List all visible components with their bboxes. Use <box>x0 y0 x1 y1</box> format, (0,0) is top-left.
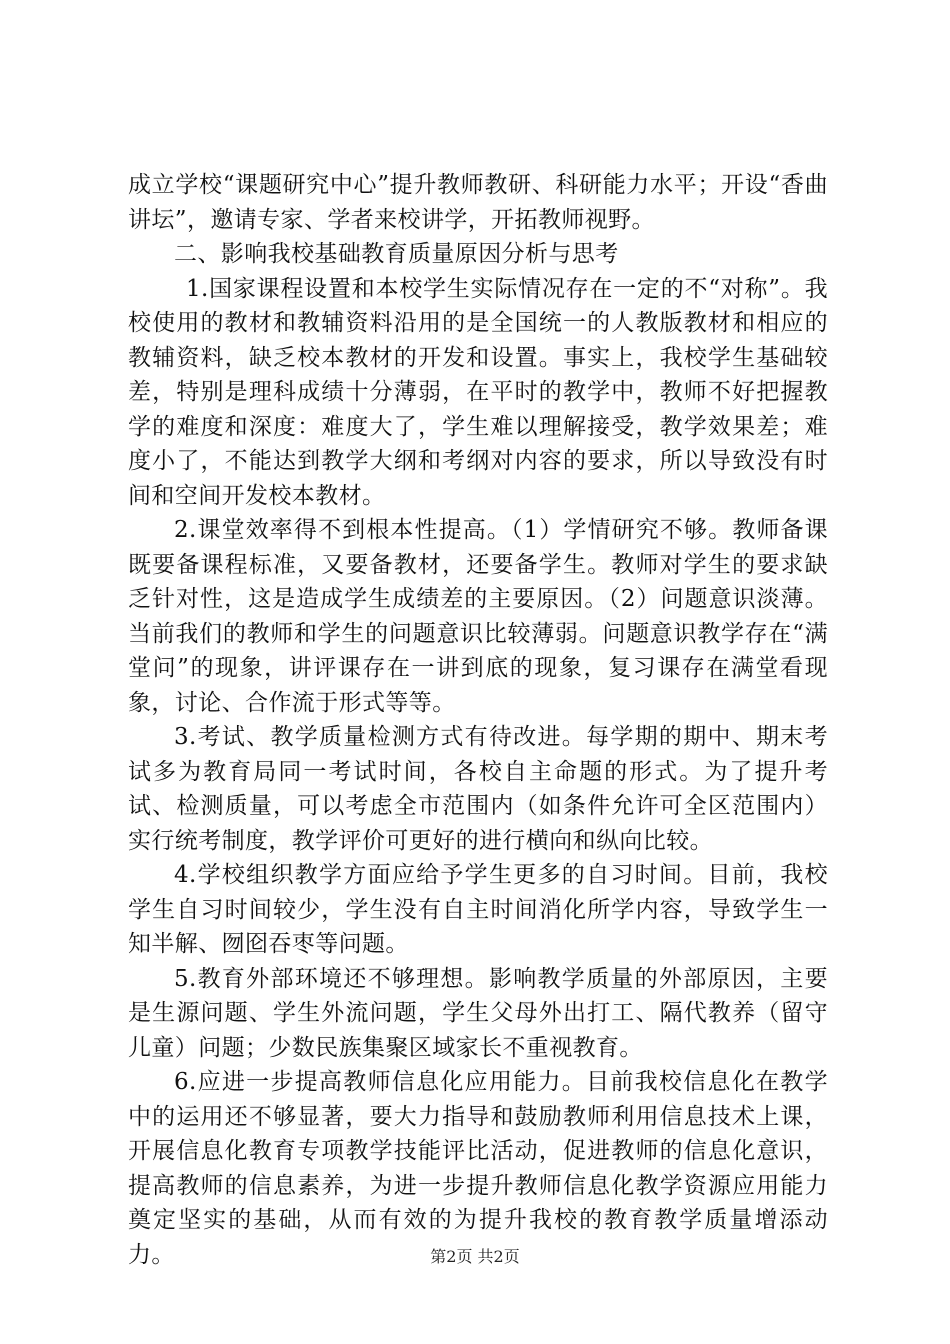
paragraph-item-3: 3.考试、教学质量检测方式有待改进。每学期的期中、期末考试多为教育局同一考试时间，各校自主命题的形式。为了提升考试、检测质量，可以考虑全市范围内（如条件允许可全区范围内）实行统考制度，教学评价可更好的进行横向和纵向比较。 <box>128 724 828 854</box>
paragraph-item-2: 2.课堂效率得不到根本性提高。（1）学情研究不够。教师备课既要备课程标准，又要备教材，还要备学生。教师对学生的要求缺乏针对性，这是造成学生成绩差的主要原因。（2）问题意识淡薄。当前我们的教师和学生的问题意识比较薄弱。问题意识教学存在“满堂问”的现象，讲评课存在一讲到底的现象，复习课存在满堂看现象，讨论、合作流于形式等等。 <box>128 517 828 716</box>
paragraph-item-6: 6.应进一步提高教师信息化应用能力。目前我校信息化在教学中的运用还不够显著，要大力指导和鼓励教师利用信息技术上课，开展信息化教育专项教学技能评比活动，促进教师的信息化意识，提高教师的信息素养，为进一步提升教师信息化教学资源应用能力奠定坚实的基础，从而有效的为提升我校的教育教学质量增添动力。 <box>128 1069 828 1268</box>
section-heading: 二、影响我校基础教育质量原因分析与思考 <box>174 241 619 267</box>
page-footer: 第2页 共2页 <box>430 1247 520 1266</box>
paragraph-continuation: 成立学校“课题研究中心”提升教师教研、科研能力水平；开设“香曲讲坛”，邀请专家、学者来校讲学，开拓教师视野。 <box>128 172 828 233</box>
document-body <box>128 168 828 1272</box>
paragraph-item-4: 4.学校组织教学方面应给予学生更多的自习时间。目前，我校学生自习时间较少，学生没有自主时间消化所学内容，导致学生一知半解、囫囵吞枣等问题。 <box>128 862 828 957</box>
paragraph-item-5: 5.教育外部环境还不够理想。影响教学质量的外部原因，主要是生源问题、学生外流问题，学生父母外出打工、隔代教养（留守儿童）问题；少数民族集聚区域家长不重视教育。 <box>128 965 828 1061</box>
paragraph-item-1: 1.国家课程设置和本校学生实际情况存在一定的不“对称”。我校使用的教材和教辅资料沿用的是全国统一的人教版教材和相应的教辅资料，缺乏校本教材的开发和设置。事实上，我校学生基础较差，特别是理科成绩十分薄弱，在平时的教学中，教师不好把握教学的难度和深度：难度大了，学生难以理解接受，教学效果差；难度小了，不能达到教学大纲和考纲对内容的要求，所以导致没有时间和空间开发校本教材。 <box>128 275 828 509</box>
